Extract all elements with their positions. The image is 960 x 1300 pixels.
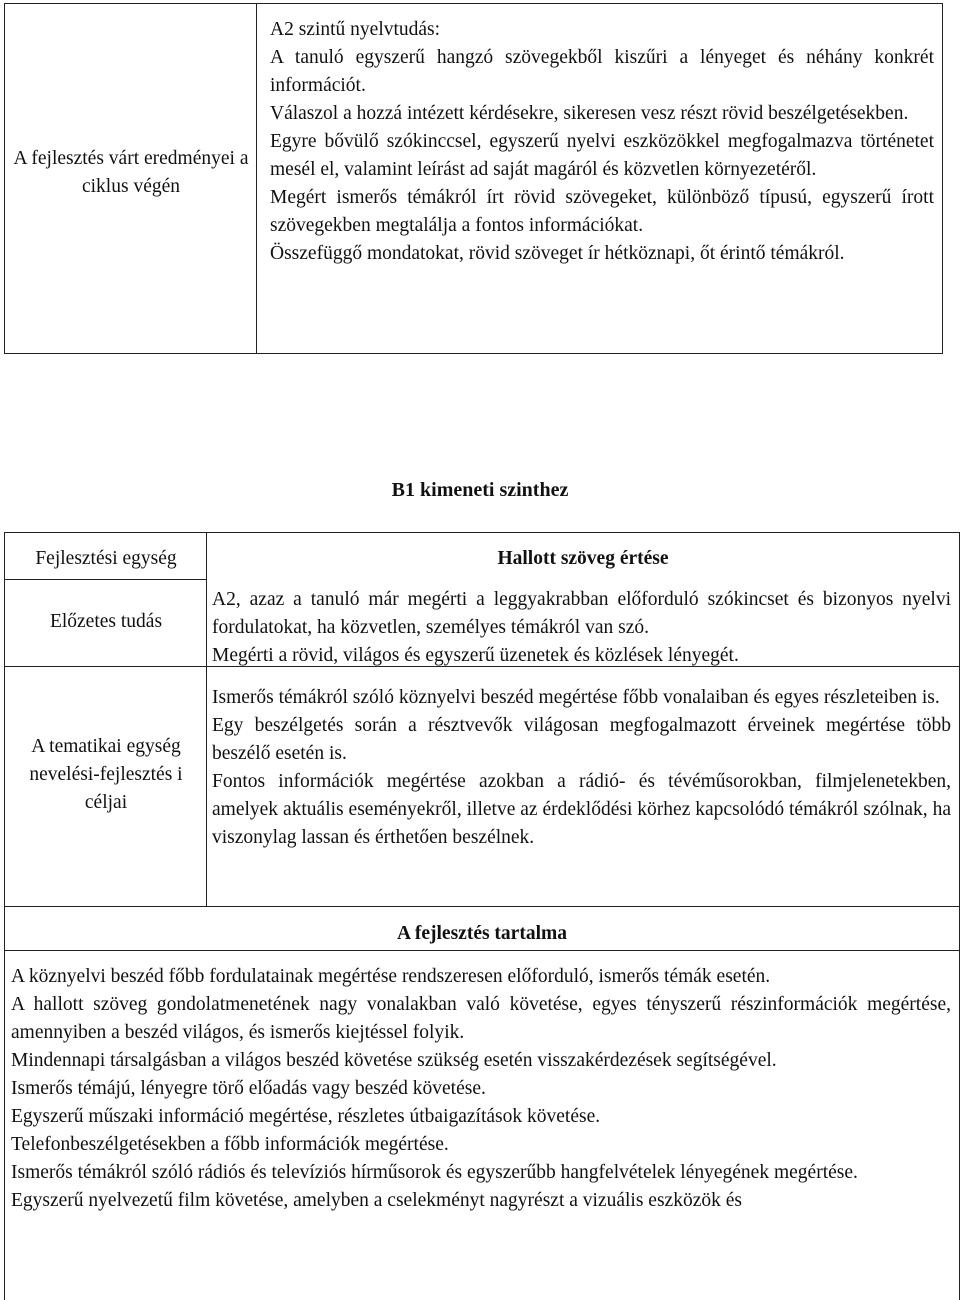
unit-table-row-divider xyxy=(4,579,207,580)
unit-goals-text xyxy=(212,684,951,852)
content-text xyxy=(11,963,951,1215)
outcomes-line: Összefüggő mondatokat, rövid szöveget ír hétköznapi, őt érintő témákról. xyxy=(270,243,845,264)
outcomes-table-divider xyxy=(256,3,257,354)
content-line: Egyszerű nyelvezetű film követése, amelyben a cselekményt nagyrészt a vizuális eszközök és xyxy=(11,1190,742,1211)
content-line: Mindennapi társalgásban a világos beszéd követése szükség esetén visszakérdezések segítségével. xyxy=(11,1050,777,1071)
unit-table-column-divider xyxy=(206,532,207,906)
outcomes-line: A2 szintű nyelvtudás: xyxy=(270,19,441,40)
outcomes-line: Válaszol a hozzá intézett kérdésekre, sikeresen vesz részt rövid beszélgetésekben. xyxy=(270,103,909,124)
outcomes-line: Megért ismerős témákról írt rövid szövegeket, különböző típusú, egyszerű írott szövegekben megtalálja a fontos információkat. xyxy=(270,187,934,236)
outcomes-line: A tanuló egyszerű hangzó szövegekből kiszűri a lényeget és néhány konkrét információt. xyxy=(270,47,934,96)
unit-table-row-divider xyxy=(4,906,960,907)
content-line: A hallott szöveg gondolatmenetének nagy vonalakban való követése, egyes tényszerű részinformációk megértése, amennyiben a beszéd világos, és ismerős kiejtéssel folyik. xyxy=(11,994,951,1043)
content-line: Telefonbeszélgetésekben a főbb információk megértése. xyxy=(11,1134,449,1155)
outcomes-label: A fejlesztés várt eredményei a ciklus végén xyxy=(13,148,249,197)
prior-knowledge-line: Megérti a rövid, világos és egyszerű üzenetek és közlések lényegét. xyxy=(212,645,739,666)
outcomes-text xyxy=(270,16,934,268)
unit-goals-line: Ismerős témákról szóló köznyelvi beszéd megértése főbb vonalaiban és egyes részleteiben is. xyxy=(212,687,940,708)
unit-goals-line: Egy beszélgetés során a résztvevők világosan megfogalmazott érveinek megértése több beszélő esetén is. xyxy=(212,715,951,764)
content-heading: A fejlesztés tartalma xyxy=(396,923,567,944)
development-unit-label: Fejlesztési egység xyxy=(35,548,177,569)
section-heading: B1 kimeneti szinthez xyxy=(391,479,569,501)
content-line: Egyszerű műszaki információ megértése, részletes útbaigazítások követése. xyxy=(11,1106,601,1127)
development-unit-value: Hallott szöveg értése xyxy=(497,548,669,569)
prior-knowledge-line: A2, azaz a tanuló már megérti a leggyakrabban előforduló szókincset és bizonyos nyelvi fordulatokat, ha közvetlen, személyes témákról van szó. xyxy=(212,589,951,638)
unit-table-row-divider xyxy=(4,950,960,951)
content-line: Ismerős témájú, lényegre törő előadás vagy beszéd követése. xyxy=(11,1078,486,1099)
prior-knowledge-label: Előzetes tudás xyxy=(49,611,163,632)
content-line: A köznyelvi beszéd főbb fordulatainak megértése rendszeresen előforduló, ismerős témák esetén. xyxy=(11,966,771,987)
unit-goals-label: A tematikai egység nevelési-fejlesztés i céljai xyxy=(29,736,183,813)
prior-knowledge-text xyxy=(212,586,951,670)
content-line: Ismerős témákról szóló rádiós és televíziós hírműsorok és egyszerűbb hangfelvételek lényegének megértése. xyxy=(11,1162,858,1183)
unit-goals-line: Fontos információk megértése azokban a rádió- és tévéműsorokban, filmjelenetekben, amelyek aktuális eseményekről, illetve az érdeklődési körhez kapcsolódó témákról szólnak, ha viszonylag lassan és érthetően beszélnek. xyxy=(212,771,951,848)
outcomes-line: Egyre bővülő szókinccsel, egyszerű nyelvi eszközökkel megfogalmazva történetet mesél el, valamint leírást ad saját magáról és közvetlen környezetéről. xyxy=(270,131,934,180)
